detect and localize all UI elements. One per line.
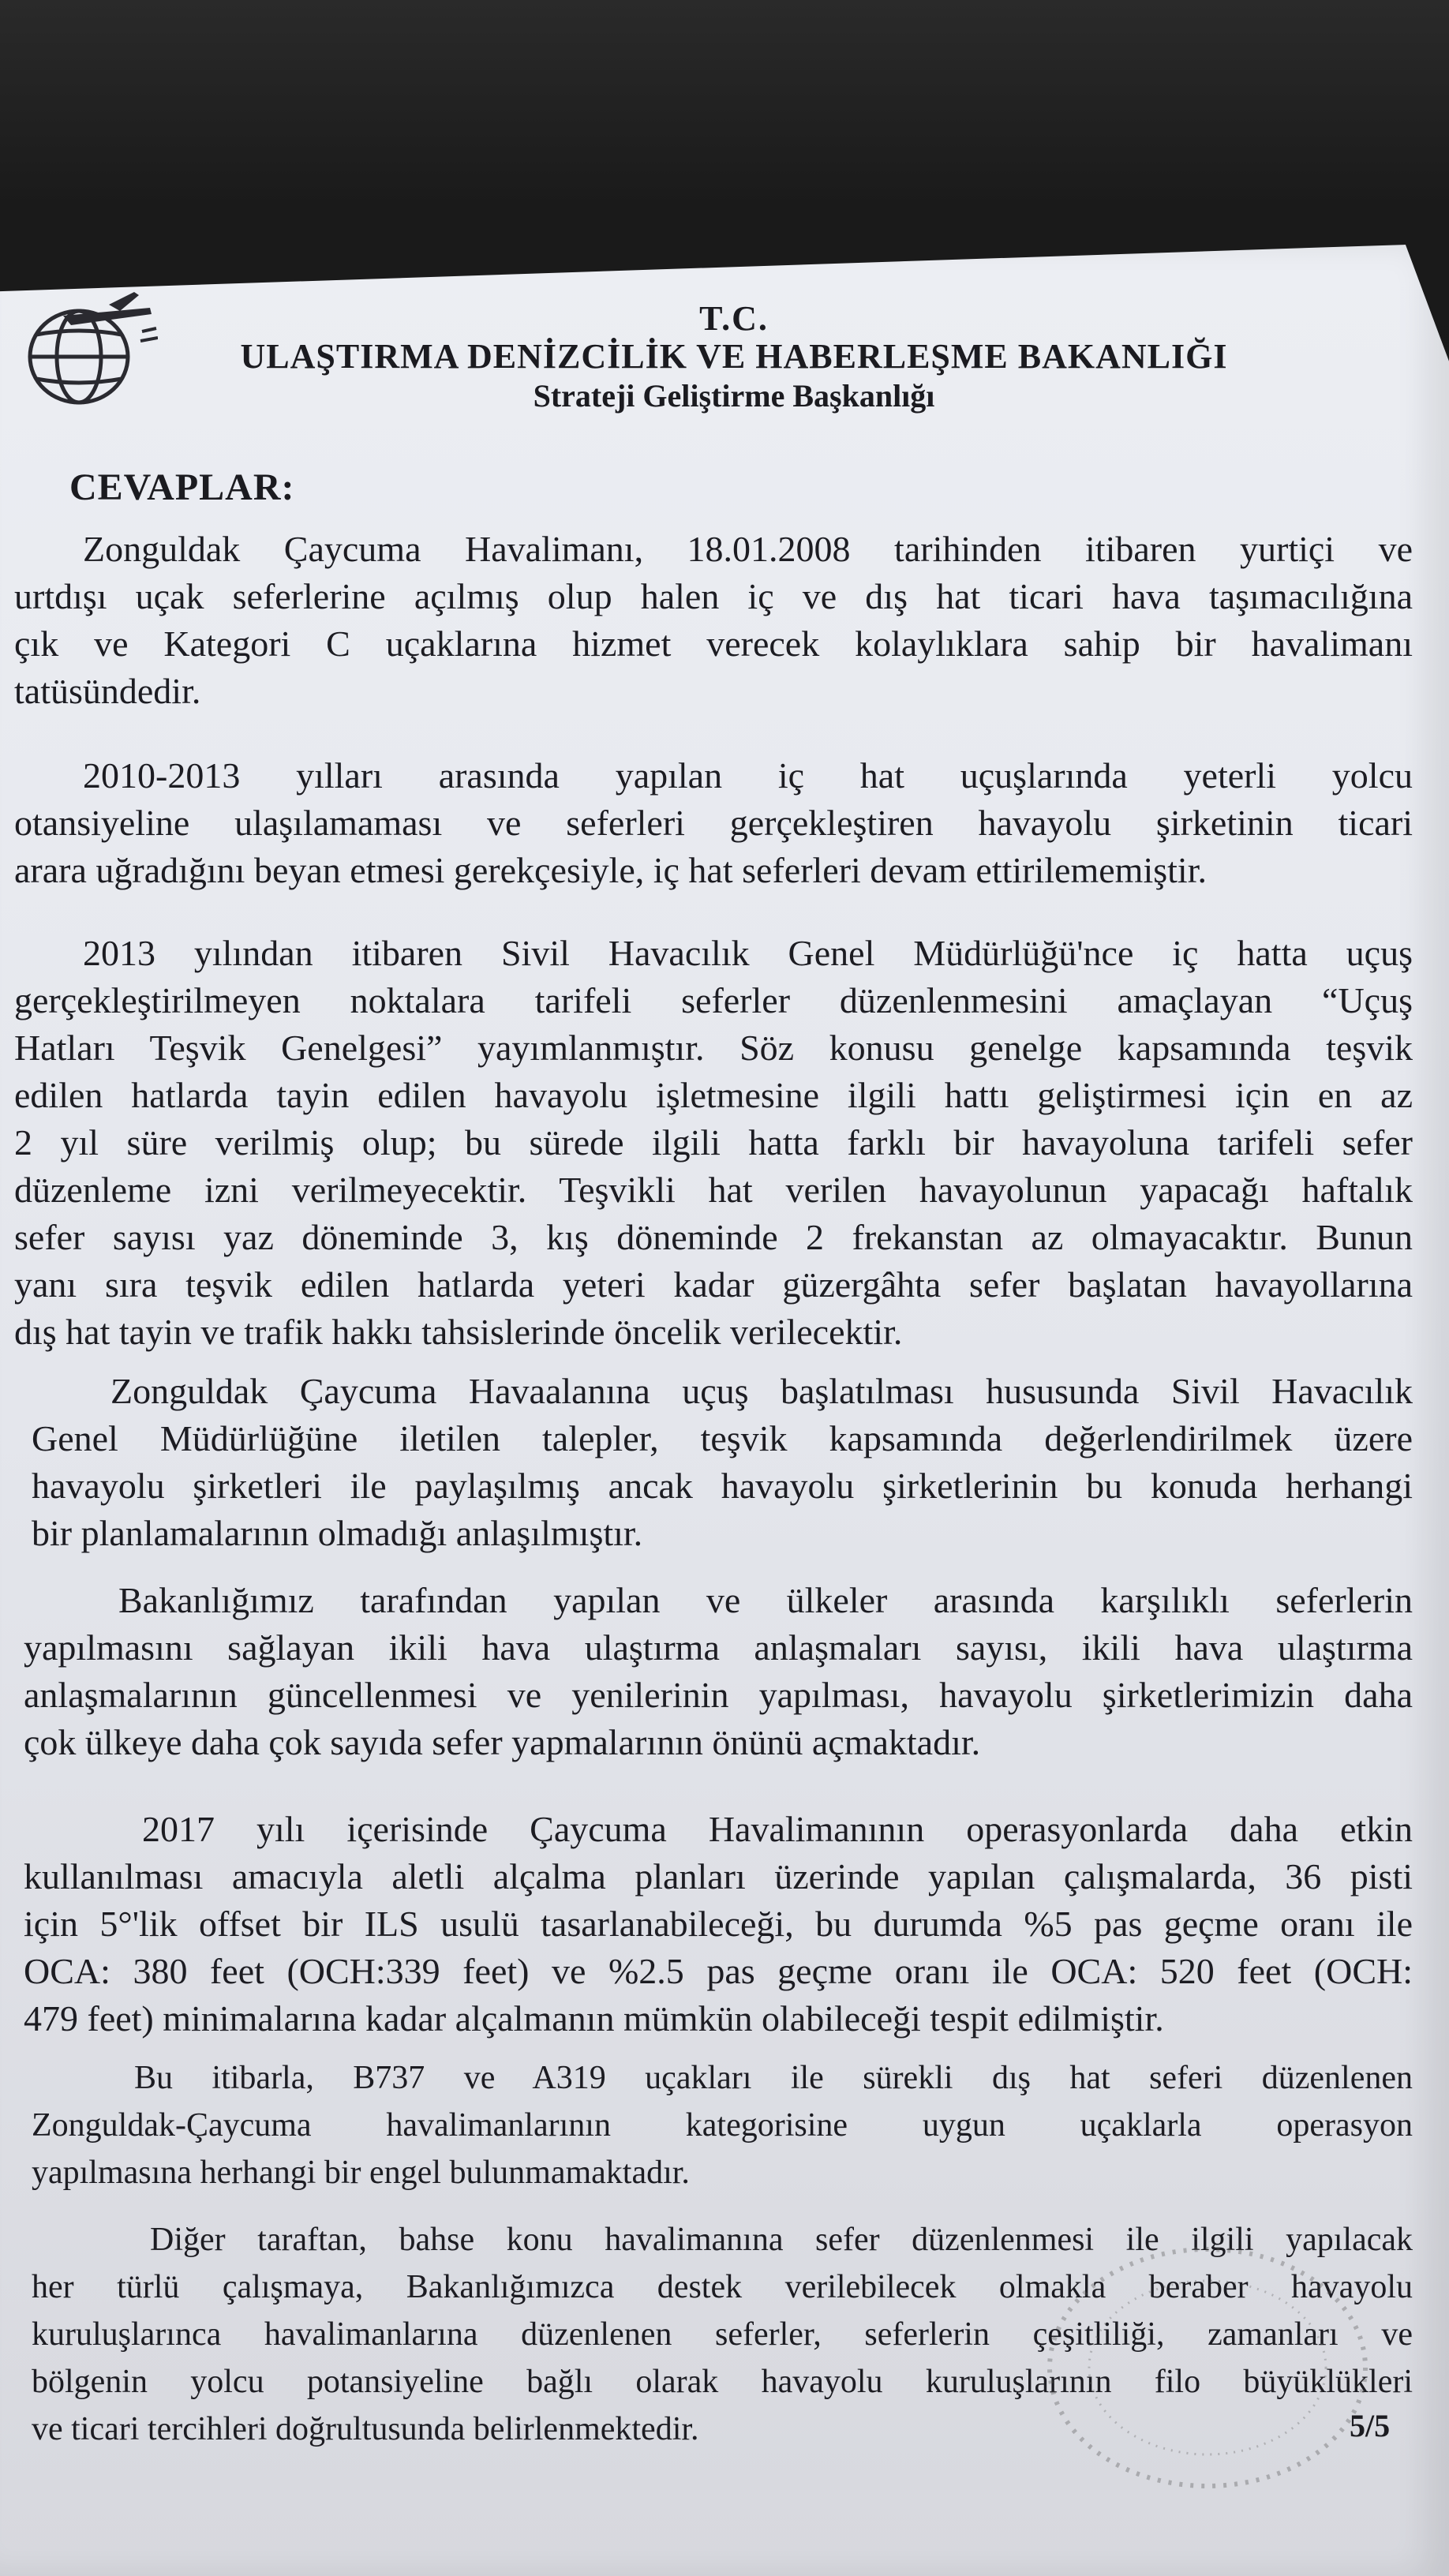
paragraph-4-line: Genel Müdürlüğüne iletilen talepler, teşvik kapsamında değerlendirilmek üzere [32, 1418, 1413, 1458]
paragraph-4-line: Zonguldak Çaycuma Havaalanına uçuş başlatılması hususunda Sivil Havacılık [110, 1371, 1413, 1411]
paragraph-3-line: sefer sayısı yaz döneminde 3, kış döneminde 2 frekanstan az olmayacaktır. Bunun [14, 1217, 1413, 1257]
paragraph-5-line: anlaşmalarının güncellenmesi ve yenilerinin yapılması, havayolu şirketlerimizin daha [24, 1675, 1413, 1715]
paragraph-7-line: Zonguldak-Çaycuma havalimanlarının kategorisine uygun uçaklarla operasyon [32, 2107, 1413, 2144]
paragraph-5-line: Bakanlığımız tarafından yapılan ve ülkeler arasında karşılıklı seferlerin [118, 1580, 1413, 1620]
paragraph-1-line: Zonguldak Çaycuma Havalimanı, 18.01.2008 tarihinden itibaren yurtiçi ve [83, 529, 1413, 569]
paragraph-3-line: düzenleme izni verilmeyecektir. Teşvikli hat verilen havayolunun yapacağı haftalık [14, 1170, 1413, 1210]
paragraph-8-line: ve ticari tercihleri doğrultusunda belirlenmektedir. [32, 2411, 699, 2447]
paragraph-1-line: urtdışı uçak seferlerine açılmış olup halen iç ve dış hat ticari hava taşımacılığına [14, 576, 1413, 616]
paragraph-3-line: edilen hatlarda tayin edilen havayolu işletmesine ilgili hattı geliştirmesi için en az [14, 1075, 1413, 1115]
paragraph-6-line: kullanılması amacıyla aletli alçalma planları üzerinde yapılan çalışmalarda, 36 pisti [24, 1856, 1413, 1896]
paragraph-3-line: yanı sıra teşvik edilen hatlarda yeteri kadar güzergâhta sefer başlatan havayollarına [14, 1264, 1413, 1305]
paragraph-6-line: için 5°'lik offset bir ILS usulü tasarlanabileceği, bu durumda %5 pas geçme oranı ile [24, 1904, 1413, 1944]
paragraph-8-line: kuruluşlarınca havalimanlarına düzenlenen seferler, seferlerin çeşitliliği, zamanları ve [32, 2316, 1413, 2353]
paragraph-7-line: Bu itibarla, B737 ve A319 uçakları ile sürekli dış hat seferi düzenlenen [134, 2060, 1413, 2096]
paragraph-3-line: 2 yıl süre verilmiş olup; bu sürede ilgili hatta farklı bir havayoluna tarifeli sefer [14, 1122, 1413, 1163]
header-ministry: ULAŞTIRMA DENİZCİLİK VE HABERLEŞME BAKANLIĞI [240, 337, 1228, 376]
paragraph-5-line: çok ülkeye daha çok sayıda sefer yapmalarının önünü açmaktadır. [24, 1722, 981, 1762]
paragraph-1-line: çık ve Kategori C uçaklarına hizmet verecek kolaylıklara sahip bir havalimanı [14, 623, 1413, 664]
paragraph-3-line: Hatları Teşvik Genelgesi” yayımlanmıştır. Söz konusu genelge kapsamında teşvik [14, 1028, 1413, 1068]
paragraph-6-line: 479 feet) minimalarına kadar alçalmanın mümkün olabileceği tespit edilmiştir. [24, 1998, 1164, 2039]
paragraph-5-line: yapılmasını sağlayan ikili hava ulaştırma anlaşmaları sayısı, ikili hava ulaştırma [24, 1627, 1413, 1668]
paragraph-3-line: gerçekleştirilmeyen noktalara tarifeli seferler düzenlenmesini amaçlayan “Uçuş [14, 980, 1413, 1020]
paragraph-4-line: havayolu şirketleri ile paylaşılmış ancak havayolu şirketlerinin bu konuda herhangi [32, 1466, 1413, 1506]
paragraph-2-line: 2010-2013 yılları arasında yapılan iç hat uçuşlarında yeterli yolcu [83, 755, 1413, 796]
paragraph-1-line: tatüsündedir. [14, 671, 201, 711]
paragraph-8-line: Diğer taraftan, bahse konu havalimanına sefer düzenlenmesi ile ilgili yapılacak [150, 2222, 1413, 2258]
paragraph-6-line: OCA: 380 feet (OCH:339 feet) ve %2.5 pas geçme oranı ile OCA: 520 feet (OCH: [24, 1951, 1413, 1991]
official-stamp-icon [971, 2210, 1413, 2494]
section-heading: CEVAPLAR: [69, 466, 295, 508]
paragraph-3-line: 2013 yılından itibaren Sivil Havacılık Genel Müdürlüğü'nce iç hatta uçuş [83, 933, 1413, 973]
paragraph-2-line: arara uğradığını beyan etmesi gerekçesiyle, iç hat seferleri devam ettirilememiştir. [14, 850, 1207, 890]
page-number: 5/5 [1350, 2408, 1391, 2443]
paragraph-7-line: yapılmasına herhangi bir engel bulunmamaktadır. [32, 2155, 690, 2191]
paragraph-3-line: dış hat tayin ve trafik hakkı tahsislerinde öncelik verilecektir. [14, 1312, 903, 1352]
paragraph-8-line: her türlü çalışmaya, Bakanlığımızca destek verilebilecek olmakla beraber havayolu [32, 2269, 1413, 2305]
header-department: Strateji Geliştirme Başkanlığı [533, 378, 935, 414]
paragraph-6-line: 2017 yılı içerisinde Çaycuma Havalimanının operasyonlarda daha etkin [142, 1809, 1413, 1849]
paragraph-8-line: bölgenin yolcu potansiyeline bağlı olarak havayolu kuruluşlarının filo büyüklükleri [32, 2364, 1413, 2400]
header-tc: T.C. [699, 299, 769, 338]
paragraph-2-line: otansiyeline ulaşılamaması ve seferleri gerçekleştiren havayolu şirketinin ticari [14, 803, 1413, 843]
paragraph-4-line: bir planlamalarının olmadığı anlaşılmıştır. [32, 1513, 643, 1553]
